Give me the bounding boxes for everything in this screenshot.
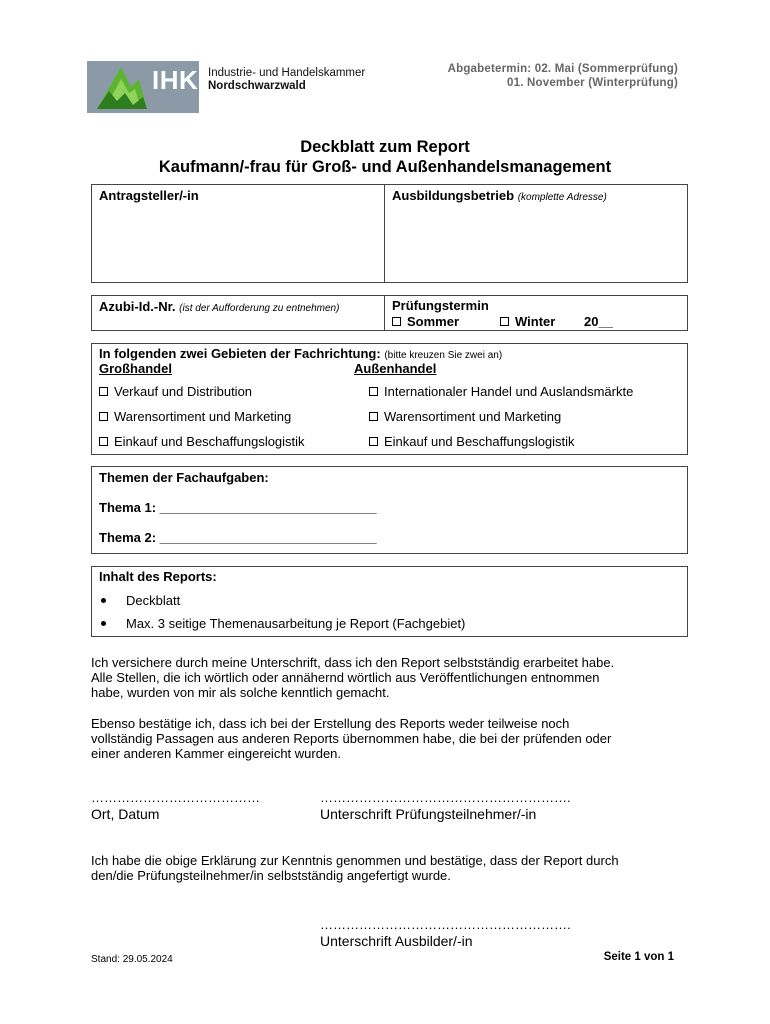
declaration-paragraph-2 [91,716,691,761]
checkbox[interactable] [99,437,108,446]
winter-label: Winter [515,314,556,329]
text-line: einer anderen Kammer eingereicht wurden. [91,746,342,761]
company-label-text: Ausbildungsbetrieb [392,188,515,203]
foreign-trade-header: Außenhandel [354,361,437,376]
page-number: Seite 1 von 1 [603,951,674,963]
participant-signature-label: Unterschrift Prüfungsteilnehmer/-in [320,806,537,822]
exam-summer-option[interactable] [392,314,459,329]
text-line: Ich versichere durch meine Unterschrift, dass ich den Report selbstständig erarbeitet habe. [91,655,615,670]
applicant-input-area[interactable] [96,205,380,279]
checkbox[interactable] [99,387,108,396]
applicant-label: Antragsteller/-in [99,188,199,203]
subject-areas-intro-text: In folgenden zwei Gebieten der Fachrichtung: [99,346,381,361]
chamber-name-line1: Industrie- und Handelskammer [208,67,366,79]
foreign-trade-option-2[interactable] [369,409,561,424]
wholesale-option-1[interactable] [99,384,252,399]
trainer-confirmation [91,853,691,883]
text-line: habe, wurden von mir als solche kenntlich gemacht. [91,685,390,700]
title-line1: Deckblatt zum Report [300,138,470,156]
azubi-id-label [99,299,339,314]
subject-areas-box [91,343,688,455]
submission-deadline [448,62,678,90]
report-content-box [91,566,688,637]
summer-label: Sommer [407,314,460,329]
text-line: vollständig Passagen aus anderen Reports übernommen habe, die bei der prüfenden oder [91,731,612,746]
declaration-paragraph-1 [91,655,691,700]
wholesale-option-2[interactable] [99,409,291,424]
document-title [0,137,770,177]
checkbox[interactable] [99,412,108,421]
checkbox[interactable] [369,437,378,446]
title-line2: Kaufmann/-frau für Groß- und Außenhandelsmanagement [158,158,612,176]
ihk-logo-text: IHK [152,65,199,95]
id-exam-divider [384,296,385,330]
company-label [392,188,607,203]
applicant-box [91,184,688,283]
id-exam-box [91,295,688,331]
exam-year-field[interactable]: 20__ [584,314,613,329]
chamber-name-line2: Nordschwarzwald [208,80,306,92]
wholesale-option-3[interactable] [99,434,305,449]
topic-2-field[interactable]: Thema 2: ______________________________ [99,530,377,545]
list-item-text: Max. 3 seitige Themenausarbeitung je Report (Fachgebiet) [126,616,466,631]
option-label: Verkauf und Distribution [114,384,253,399]
subject-areas-intro [99,346,502,361]
company-input-area[interactable] [389,205,683,279]
summer-checkbox[interactable] [392,317,401,326]
list-item [101,616,465,631]
list-item-text: Deckblatt [126,593,181,608]
winter-checkbox[interactable] [500,317,509,326]
option-label: Internationaler Handel und Auslandsmärkte [384,384,634,399]
text-line: Alle Stellen, die ich wörtlich oder annähernd wörtlich aus Veröffentlichungen entnommen [91,670,600,685]
bullet-icon [101,621,106,626]
trainer-signature-label: Unterschrift Ausbilder/-in [320,933,473,949]
azubi-id-hint: (ist der Aufforderung zu entnehmen) [179,303,340,314]
wholesale-header: Großhandel [99,361,172,376]
topics-header: Themen der Fachaufgaben: [99,470,269,485]
topics-box [91,466,688,554]
option-label: Einkauf und Beschaffungslogistik [384,434,575,449]
foreign-trade-option-3[interactable] [369,434,575,449]
bullet-icon [101,598,106,603]
checkbox[interactable] [369,387,378,396]
deadline-summer: Abgabetermin: 02. Mai (Sommerprüfung) [447,63,678,75]
topic-1-field[interactable]: Thema 1: ______________________________ [99,500,377,515]
deadline-winter: 01. November (Winterprüfung) [507,77,678,89]
company-hint: (komplette Adresse) [517,192,607,203]
applicant-divider [384,185,385,282]
option-label: Einkauf und Beschaffungslogistik [114,434,305,449]
place-date-label: Ort, Datum [91,806,160,822]
checkbox[interactable] [369,412,378,421]
ihk-logo [87,61,366,113]
report-content-header: Inhalt des Reports: [99,569,217,584]
option-label: Warensortiment und Marketing [114,409,292,424]
foreign-trade-option-1[interactable] [369,384,633,399]
exam-winter-option[interactable] [500,314,555,329]
list-item [101,593,180,608]
place-date-line[interactable]: ………………………………… [91,790,260,805]
ihk-logo-mark [87,61,199,113]
subject-areas-hint: (bitte kreuzen Sie zwei an) [384,350,503,361]
participant-signature-line[interactable]: …………………………………………………. [320,790,571,805]
exam-date-label: Prüfungstermin [392,298,489,313]
option-label: Warensortiment und Marketing [384,409,562,424]
azubi-id-label-text: Azubi-Id.-Nr. [99,299,176,314]
document-date: Stand: 29.05.2024 [91,954,173,965]
text-line: Ich habe die obige Erklärung zur Kenntnis genommen und bestätige, dass der Report durch [91,853,619,868]
trainer-signature-line[interactable]: …………………………………………………. [320,917,571,932]
text-line: den/die Prüfungsteilnehmer/in selbstständig angefertigt wurde. [91,868,451,883]
text-line: Ebenso bestätige ich, dass ich bei der Erstellung des Reports weder teilweise noch [91,716,570,731]
